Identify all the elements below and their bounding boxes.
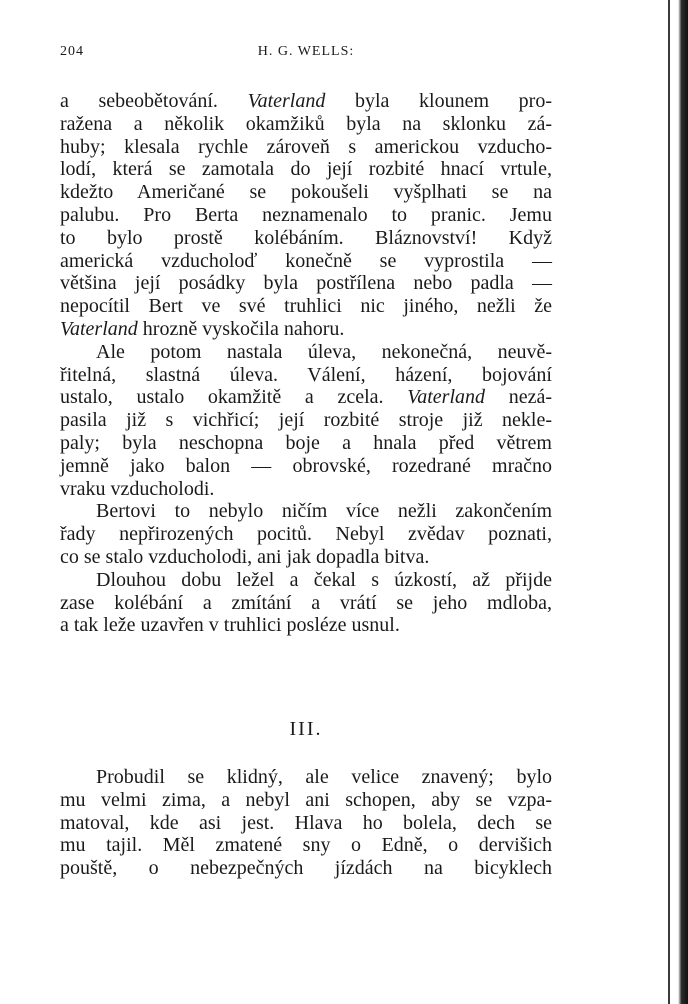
text-line: palubu. Pro Berta neznamenalo to pranic. Jemu	[60, 203, 552, 226]
text-line: americká vzducholoď konečně se vyprostila —	[60, 249, 552, 272]
text-line: Ale potom nastala úleva, nekonečná, neuvě-	[96, 340, 552, 363]
paragraph-2	[60, 341, 552, 501]
text-line: vraku vzducholodi.	[60, 477, 215, 500]
paragraph-1	[60, 90, 552, 341]
text-line: kdežto Američané se pokoušeli vyšplhati se na	[60, 181, 552, 204]
paragraph-3	[60, 500, 552, 568]
text-line: pouště, o nebezpečných jízdách na bicyklech	[60, 857, 552, 880]
text-line: mu tajil. Měl zmatené sny o Edně, o dervišich	[60, 834, 552, 857]
text-line: pasila již s vichřicí; její rozbité stroje již nekle-	[60, 409, 552, 432]
text-line: to bylo prostě kolébáním. Bláznovství! Když	[60, 226, 552, 249]
chapter-heading: III.	[289, 718, 323, 740]
page-number: 204	[60, 44, 84, 59]
text-line: Probudil se klidný, ale velice znavený; bylo	[96, 766, 552, 788]
ship-name: Vaterland	[247, 90, 326, 112]
text-line: Bertovi to nebylo ničím více nežli zakončením	[96, 500, 552, 523]
page-edge-line	[668, 0, 670, 1004]
text-line: nepocítil Bert ve své truhlici nic jiného, nežli že	[60, 295, 552, 318]
text-line: paly; byla neschopna boje a hnala před větrem	[60, 431, 552, 454]
text-line: Vaterland hrozně vyskočila nahoru.	[60, 317, 345, 340]
text-line: matoval, kde asi jest. Hlava ho bolela, dech se	[60, 811, 552, 834]
text-line: lodí, která se zamotala do její rozbité hnací vrtule,	[60, 158, 552, 181]
text-line: řitelná, slastná úleva. Válení, házení, bojování	[60, 363, 552, 386]
text-line: řady nepřirozených pocitů. Nebyl zvědav poznati,	[60, 523, 552, 546]
text-line: huby; klesala rychle zároveň s americkou vzducho-	[60, 135, 552, 158]
body-text	[60, 90, 552, 637]
chapter-paragraph	[60, 766, 552, 880]
text-line: Dlouhou dobu ležel a čekal s úzkostí, až přijde	[96, 568, 552, 591]
text-line: a tak leže uzavřen v truhlici posléze usnul.	[60, 614, 400, 637]
running-title: H. G. WELLS:	[257, 44, 355, 59]
text-line: jemně jako balon — obrovské, rozedrané mračno	[60, 454, 552, 477]
page-header	[60, 44, 552, 64]
text-line: a sebeobětování. Vaterland byla klounem pro-	[60, 90, 553, 112]
text-line: ustalo, ustalo okamžitě a zcela. Vaterland nezá-	[60, 386, 552, 409]
ship-name: Vaterland	[407, 386, 486, 409]
text-line: mu velmi zima, a nebyl ani schopen, aby se vzpa-	[60, 788, 552, 811]
chapter-body-text	[60, 766, 552, 880]
text-line: ražena a několik okamžiků byla na sklonku zá-	[60, 112, 552, 135]
paragraph-4	[60, 569, 552, 637]
text-line: většina její posádky byla postřílena nebo padla —	[60, 272, 552, 295]
ship-name: Vaterland	[60, 317, 138, 340]
text-line: co se stalo vzducholodi, ani jak dopadla bitva.	[60, 545, 430, 568]
text-line: zase kolébání a zmítání a vrátí se jeho mdloba,	[60, 591, 552, 614]
